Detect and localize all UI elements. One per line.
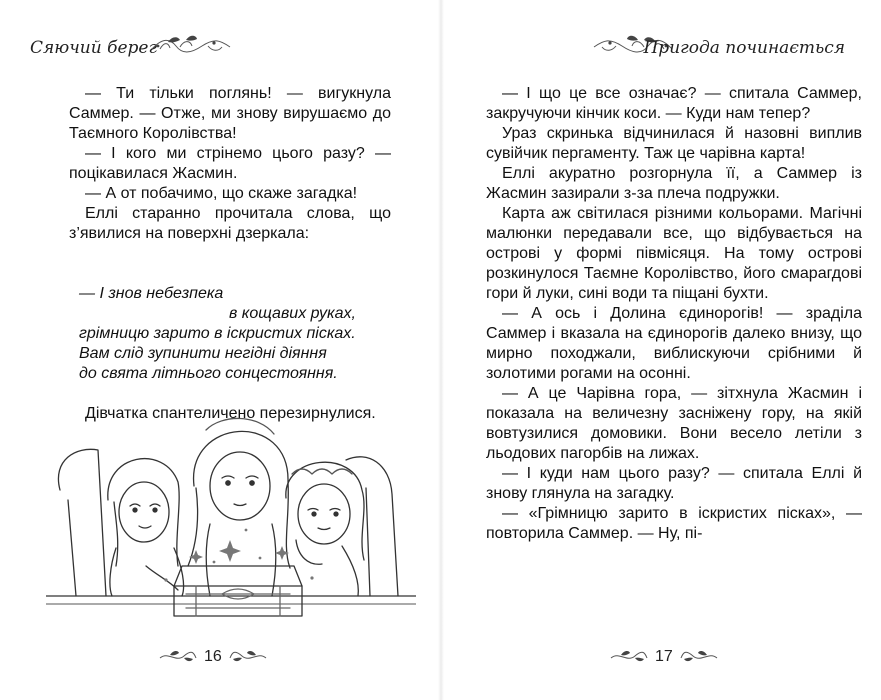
paragraph: Ураз скринька відчинилася й назовні виплив сувійчик пергаменту. Таж це чарівна карта!: [486, 125, 862, 162]
page-number: 16: [204, 648, 222, 665]
leaf-flourish-icon: [679, 649, 719, 665]
vine-flourish-icon: [150, 34, 232, 56]
riddle-verse: [79, 284, 391, 384]
paragraph: — А от побачимо, що скаже загадка!: [85, 185, 358, 202]
verse-line: в кощавих руках,: [229, 305, 356, 322]
left-page: [0, 0, 438, 700]
paragraph: — А це Чарівна гора, — зітхнула Жасмин і показала на величезну засніжену гору, на якій вовтузилися домовики. Вони весело летіли з льодових пагорбів на лижах.: [486, 385, 862, 462]
paragraph: Карта аж світилася різними кольорами. Магічні малюнки передавали все, що відбувається на острові у формі півмісяця. На тому острові розкинулося Таємне Королівство, його смарагдові гори й луки, сині води та піщані бухти.: [486, 205, 862, 302]
verse-line: Вам слід зупинити негідні діяння: [79, 345, 327, 362]
left-folio: [158, 648, 268, 666]
left-body-text: [69, 84, 391, 424]
leaf-flourish-icon: [228, 649, 268, 665]
right-folio: [609, 648, 719, 666]
paragraph: — А ось і Долина єдинорогів! — зраділа Саммер і вказала на єдинорогів далеко внизу, що мирно походжали, виблискуючи срібними й золотими рогами на осонні.: [486, 305, 862, 382]
paragraph: Еллі старанно прочитала слова, що з’явилися на поверхні дзеркала:: [69, 205, 391, 242]
verse-line: грімницю зарито в іскристих пісках.: [79, 325, 356, 342]
paragraph: — І кого ми стрінемо цього разу? — поцікавилася Жасмин.: [69, 145, 391, 182]
right-page: [444, 0, 881, 700]
paragraph: Еллі акуратно розгорнула її, а Саммер із Жасмин зазирали з-за плеча подружки.: [486, 165, 862, 202]
left-running-head: Сяючий берег: [30, 38, 158, 58]
paragraph: Дівчатка спантеличено перезирнулися.: [85, 405, 376, 422]
paragraph: — І що це все означає? — спитала Саммер, закручуючи кінчик коси. — Куди нам тепер?: [486, 85, 862, 122]
paragraph: — Ти тільки поглянь! — вигукнула Саммер. — Отже, ми знову вирушаємо до Таємного Королівства!: [69, 85, 391, 142]
verse-line: до свята літнього сонцестояння.: [79, 365, 338, 382]
paragraph: — «Грімницю зарито в іскристих пісках», — повторила Саммер. — Ну, пі-: [486, 505, 862, 542]
right-running-head: Пригода починається: [643, 38, 845, 58]
leaf-flourish-icon: [158, 649, 198, 665]
page-number: 17: [655, 648, 673, 665]
three-girls-with-magic-box-illustration: [46, 390, 416, 630]
paragraph: — І куди нам цього разу? — спитала Еллі й знову глянула на загадку.: [486, 465, 862, 502]
leaf-flourish-icon: [609, 649, 649, 665]
verse-line: — І знов небезпека: [79, 285, 224, 302]
right-body-text: [486, 84, 862, 544]
